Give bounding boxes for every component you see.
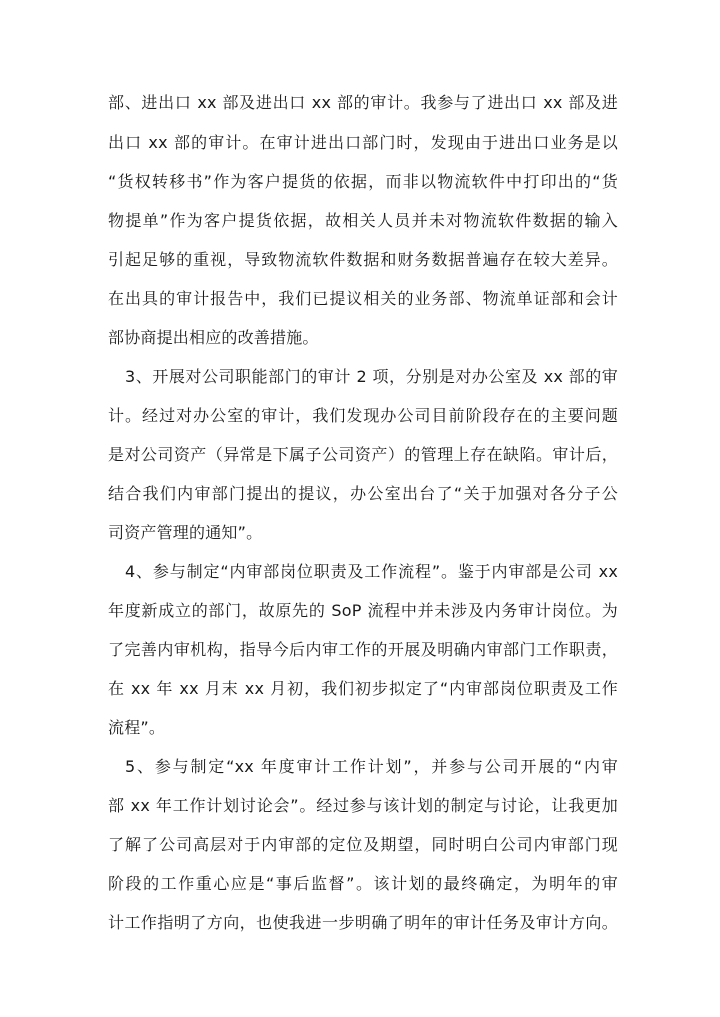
- text-line: 结合我们内审部门提出的提议，办公室出台了“关于加强对各分子公: [108, 484, 618, 503]
- text-line: 在出具的审计报告中，我们已提议相关的业务部、物流单证部和会计: [108, 289, 618, 308]
- text-line: 计。经过对办公室的审计，我们发现办公司目前阶段存在的主要问题: [108, 406, 618, 425]
- text-line: 了解了公司高层对于内审部的定位及期望，同时明白公司内审部门现: [108, 835, 618, 854]
- text-line: 年度新成立的部门，故原先的 SoP 流程中并未涉及内务审计岗位。为: [108, 601, 618, 620]
- text-line: 部协商提出相应的改善措施。: [108, 328, 319, 347]
- text-line: 部 xx 年工作计划讨论会”。经过参与该计划的制定与讨论，让我更加: [108, 796, 618, 815]
- text-line: “货权转移书”作为客户提货的依据，而非以物流软件中打印出的“货: [108, 172, 618, 191]
- text-line: 流程”。: [108, 718, 166, 737]
- text-line: 司资产管理的通知”。: [108, 523, 263, 542]
- text-line: 了完善内审机构，指导今后内审工作的开展及明确内审部门工作职责，: [108, 640, 618, 659]
- text-line: 阶段的工作重心应是“事后监督”。该计划的最终确定，为明年的审: [108, 874, 618, 893]
- text-line: 出口 xx 部的审计。在审计进出口部门时，发现由于进出口业务是以: [108, 133, 618, 152]
- text-line: 在 xx 年 xx 月末 xx 月初，我们初步拟定了“内审部岗位职责及工作: [108, 679, 618, 698]
- text-line: 物提单”作为客户提货依据，故相关人员并未对物流软件数据的输入: [108, 211, 618, 230]
- text-line: 计工作指明了方向，也使我进一步明确了明年的审计任务及审计方向。: [108, 913, 618, 932]
- text-line: 是对公司资产（异常是下属子公司资产）的管理上存在缺陷。审计后，: [108, 445, 618, 464]
- paragraph-3-first-line: 3、开展对公司职能部门的审计 2 项，分别是对办公室及 xx 部的审: [125, 367, 618, 386]
- text-line: 部、进出口 xx 部及进出口 xx 部的审计。我参与了进出口 xx 部及进: [108, 93, 618, 112]
- text-line: 引起足够的重视，导致物流软件数据和财务数据普遍存在较大差异。: [108, 250, 618, 269]
- paragraph-5-first-line: 5、参与制定“xx 年度审计工作计划”，并参与公司开展的“内审: [125, 757, 618, 776]
- paragraph-4-first-line: 4、参与制定“内审部岗位职责及工作流程”。鉴于内审部是公司 xx: [125, 562, 618, 581]
